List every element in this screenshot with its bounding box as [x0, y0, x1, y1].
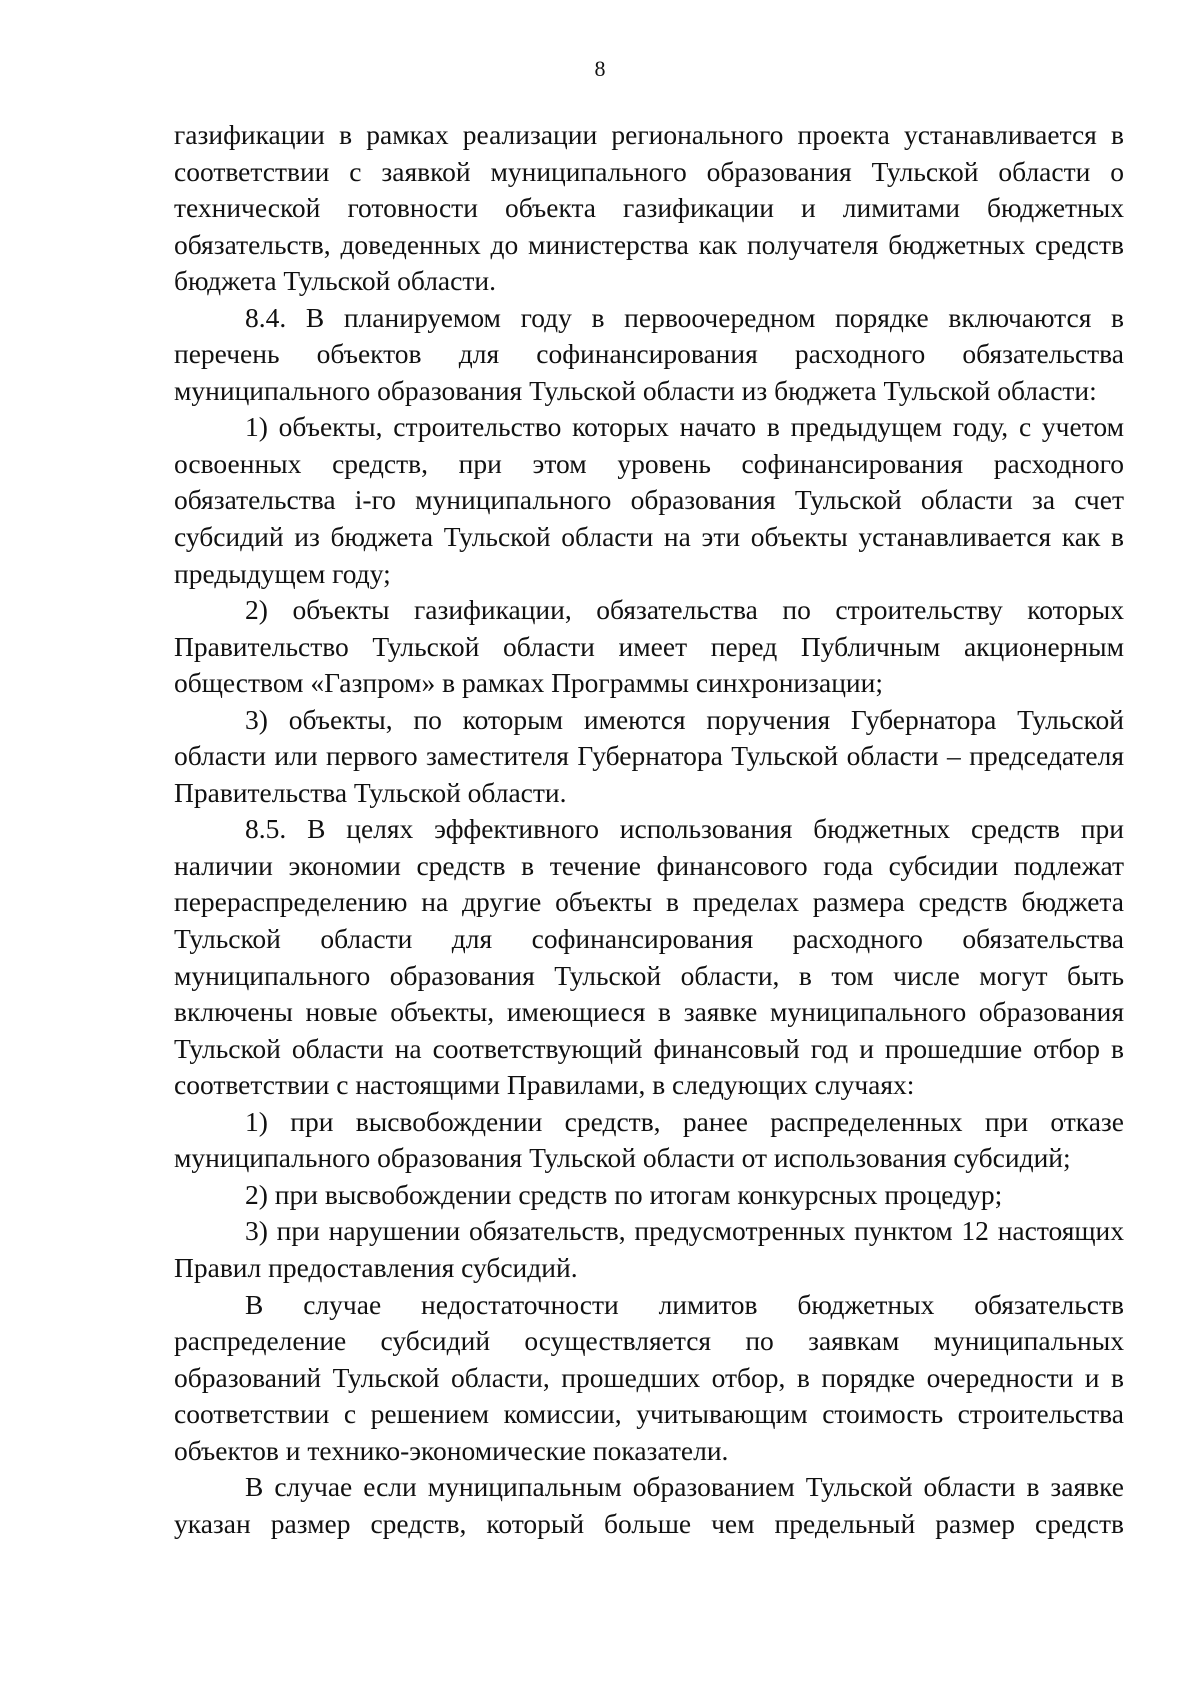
- paragraph-8-4-item-1: 1) объекты, строительство которых начато в предыдущем году, с учетом освоенных средств, при этом уровень софинансирования расходного обязательства i-го муниципального образования Тульской области за счет субсидий из бюджета Тульской области на эти объекты устанавливается как в предыдущем году;: [174, 411, 1124, 589]
- document-body: [174, 117, 1124, 1542]
- paragraph-8-4-item-3: 3) объекты, по которым имеются поручения Губернатора Тульской области или первого заместителя Губернатора Тульской области – председателя Правительства Тульской области.: [174, 703, 1124, 808]
- paragraph-8-5-item-1: 1) при высвобождении средств, ранее распределенных при отказе муниципального образования Тульской области от использования субсидий;: [174, 1105, 1124, 1174]
- paragraph-insufficient-limits: В случае недостаточности лимитов бюджетных обязательств распределение субсидий осуществляется по заявкам муниципальных образований Тульской области, прошедших отбор, в порядке очередности и в соответствии с решением комиссии, учитывающим стоимость строительства объектов и технико-экономические показатели.: [174, 1288, 1124, 1466]
- paragraph-8-5-item-2: 2) при высвобождении средств по итогам конкурсных процедур;: [245, 1178, 1003, 1210]
- paragraph-8-4-item-2: 2) объекты газификации, обязательства по строительству которых Правительство Тульской области имеет перед Публичным акционерным обществом «Газпром» в рамках Программы синхронизации;: [174, 594, 1124, 699]
- page-number: 8: [594, 56, 606, 81]
- paragraph-8-5: 8.5. В целях эффективного использования бюджетных средств при наличии экономии средств в течение финансового года субсидии подлежат перераспределению на другие объекты в пределах размера средств бюджета Тульской области для софинансирования расходного обязательства муниципального образования Тульской области, в том числе могут быть включены новые объекты, имеющиеся в заявке муниципального образования Тульской области на соответствующий финансовый год и прошедшие отбор в соответствии с настоящими Правилами, в следующих случаях:: [174, 813, 1124, 1101]
- paragraph-requested-amount: В случае если муниципальным образованием Тульской области в заявке указан размер средств, который больше чем предельный размер средств: [174, 1471, 1124, 1539]
- paragraph-8-4: 8.4. В планируемом году в первоочередном порядке включаются в перечень объектов для софинансирования расходного обязательства муниципального образования Тульской области из бюджета Тульской области:: [174, 301, 1124, 406]
- paragraph-gasification-continuation: газификации в рамках реализации регионального проекта устанавливается в соответствии с заявкой муниципального образования Тульской области о технической готовности объекта газификации и лимитами бюджетных обязательств, доведенных до министерства как получателя бюджетных средств бюджета Тульской области.: [174, 119, 1124, 297]
- paragraph-8-5-item-3: 3) при нарушении обязательств, предусмотренных пунктом 12 настоящих Правил предоставления субсидий.: [174, 1215, 1124, 1283]
